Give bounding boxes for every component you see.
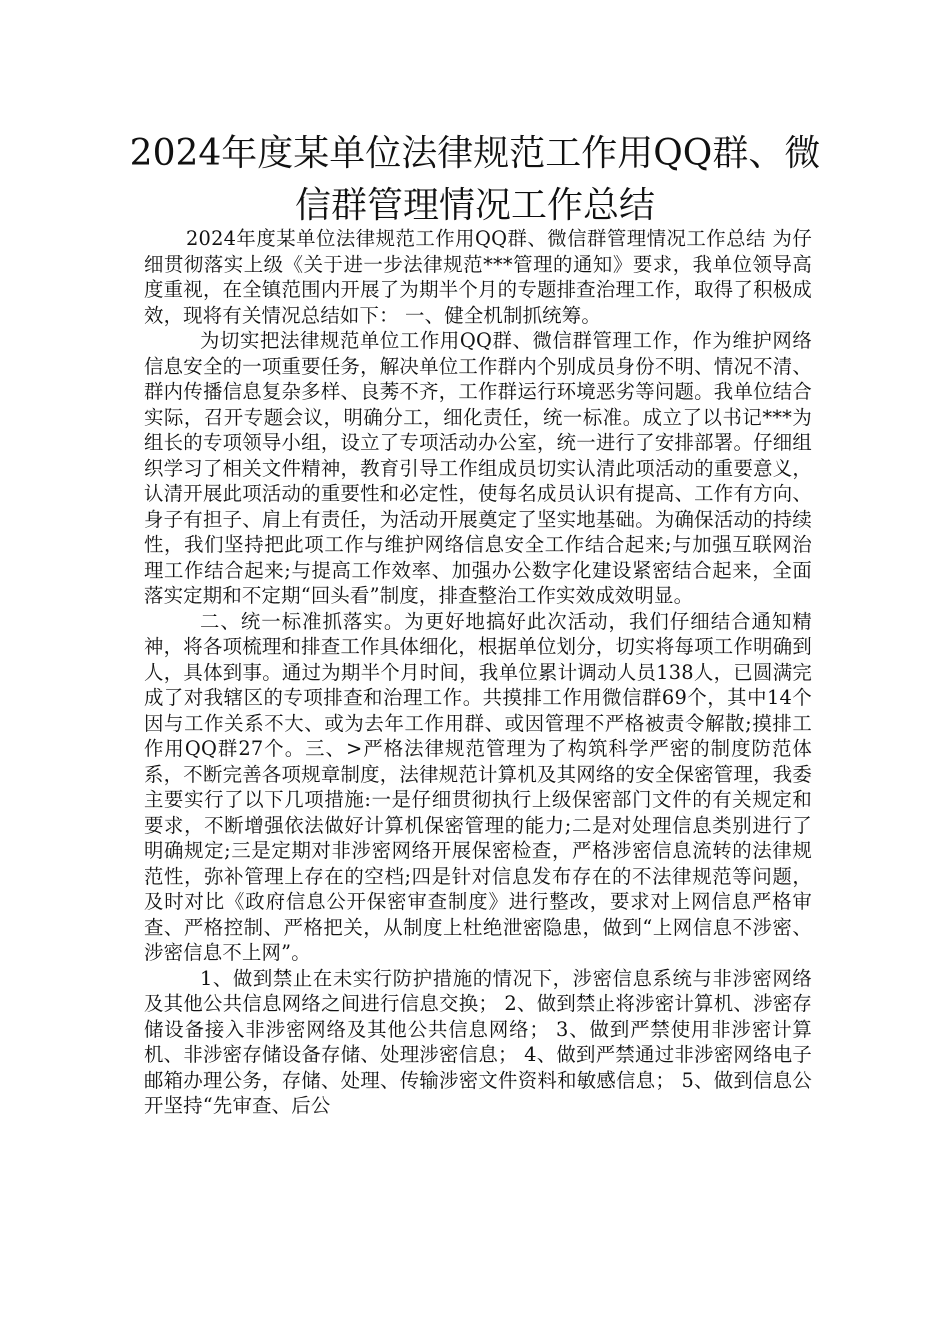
paragraph-measures: 1、做到禁止在未实行防护措施的情况下，涉密信息系统与非涉密网络及其他公共信息网络之间进行信息交换； 2、做到禁止将涉密计算机、涉密存储设备接入非涉密网络及其他公共信息网络； 3、做到严禁使用非涉密计算机、非涉密存储设备存储、处理涉密信息； 4、做到严禁通过非涉密网络电子邮箱办理公务，存储、处理、传输涉密文件资料和敏感信息； 5、做到信息公开坚持“先审查、后公 [144,966,812,1117]
document-body [144,226,812,1119]
paragraph-implementation: 二、统一标准抓落实。为更好地搞好此次活动，我们仔细结合通知精神，将各项梳理和排查工作具体细化，根据单位划分，切实将每项工作明确到人，具体到事。通过为期半个月时间，我单位累计调动人员138人，已圆满完成了对我辖区的专项排查和治理工作。共摸排工作用微信群69个，其中14个因与工作关系不大、或为去年工作用群、或因管理不严格被责令解散;摸排工作用QQ群27个。三、>严格法律规范管理为了构筑科学严密的制度防范体系，不断完善各项规章制度，法律规范计算机及其网络的安全保密管理，我委主要实行了以下几项措施:一是仔细贯彻执行上级保密部门文件的有关规定和要求，不断增强依法做好计算机保密管理的能力;二是对处理信息类别进行了明确规定;三是定期对非涉密网络开展保密检查，严格涉密信息流转的法律规范性，弥补管理上存在的空档;四是针对信息发布存在的不法律规范等问题，及时对比《政府信息公开保密审查制度》进行整改，要求对上网信息严格审查、严格控制、严格把关，从制度上杜绝泄密隐患，做到“上网信息不涉密、涉密信息不上网”。 [144,609,812,964]
paragraph-intro: 2024年度某单位法律规范工作用QQ群、微信群管理情况工作总结 为仔细贯彻落实上级《关于进一步法律规范***管理的通知》要求，我单位领导高度重视，在全镇范围内开展了为期半个月的专题排查治理工作，取得了积极成效，现将有关情况总结如下： 一、健全机制抓统筹。 [144,227,812,327]
paragraph-mechanism: 为切实把法律规范单位工作用QQ群、微信群管理工作，作为维护网络信息安全的一项重要任务，解决单位工作群内个别成员身份不明、情况不清、群内传播信息复杂多样、良莠不齐，工作群运行环境恶劣等问题。我单位结合实际，召开专题会议，明确分工，细化责任，统一标准。成立了以书记***为组长的专项领导小组，设立了专项活动办公室，统一进行了安排部署。仔细组织学习了相关文件精神，教育引导工作组成员切实认清此项活动的重要意义，认清开展此项活动的重要性和必定性，使每名成员认识有提高、工作有方向、身子有担子、肩上有责任，为活动开展奠定了坚实地基础。为确保活动的持续性，我们坚持把此项工作与维护网络信息安全工作结合起来;与加强互联网治理工作结合起来;与提高工作效率、加强办公数字化建设紧密结合起来，全面落实定期和不定期“回头看”制度，排查整治工作实效成效明显。 [144,329,812,607]
document-title: 2024年度某单位法律规范工作用QQ群、微信群管理情况工作总结 [129,133,821,226]
